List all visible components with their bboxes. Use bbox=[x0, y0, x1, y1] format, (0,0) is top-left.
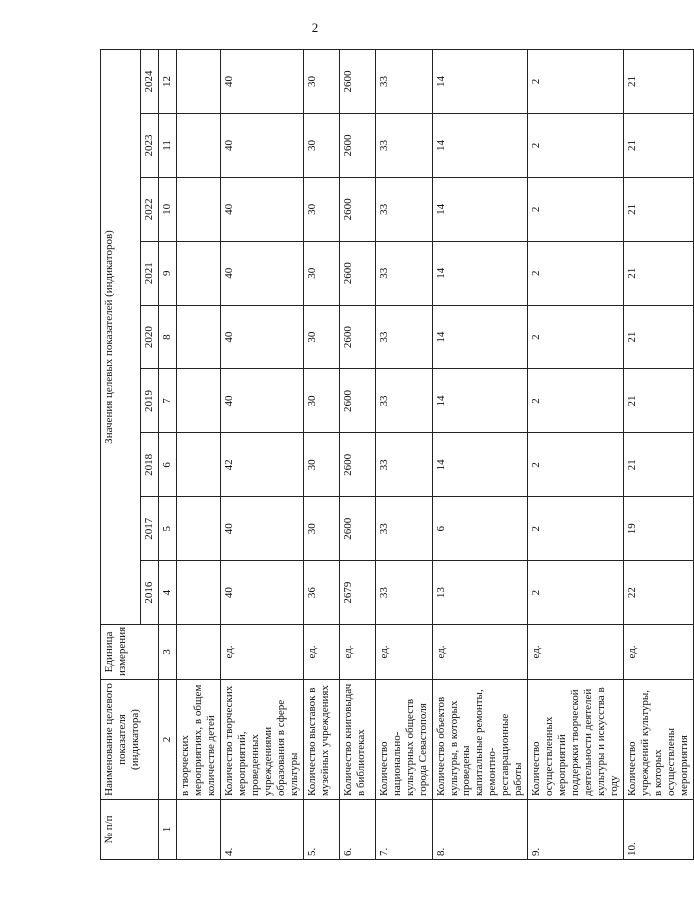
column-number: 9 bbox=[158, 241, 176, 305]
row-value: 40 bbox=[220, 561, 303, 625]
row-value: 33 bbox=[375, 50, 432, 114]
row-value: 21 bbox=[624, 50, 694, 114]
row-value: 21 bbox=[624, 177, 694, 241]
table-row bbox=[220, 50, 303, 860]
row-unit: ед. bbox=[432, 625, 528, 680]
row-value: 30 bbox=[303, 433, 339, 497]
row-value: 40 bbox=[220, 114, 303, 178]
header-year: 2020 bbox=[141, 305, 159, 369]
row-name: Количество осуществленных мероприятий поддержки творческой деятельности деятелей культуры и искусства в году bbox=[528, 680, 624, 800]
indicator-table-rotated bbox=[100, 60, 690, 860]
row-value: 30 bbox=[303, 114, 339, 178]
row-value bbox=[176, 497, 220, 561]
row-unit bbox=[176, 625, 220, 680]
row-value bbox=[176, 241, 220, 305]
column-number: 6 bbox=[158, 433, 176, 497]
row-name: Количество творческих мероприятий, проведенных учреждениями образования в сфере культуры bbox=[220, 680, 303, 800]
row-value: 33 bbox=[375, 177, 432, 241]
row-unit: ед. bbox=[220, 625, 303, 680]
column-number: 12 bbox=[158, 50, 176, 114]
row-value: 2 bbox=[528, 177, 624, 241]
header-values: Значения целевых показателей (индикаторов) bbox=[101, 50, 141, 625]
row-number: 7. bbox=[375, 800, 432, 860]
row-value: 21 bbox=[624, 241, 694, 305]
header-year: 2022 bbox=[141, 177, 159, 241]
row-value: 30 bbox=[303, 241, 339, 305]
row-value: 13 bbox=[432, 561, 528, 625]
column-number: 4 bbox=[158, 561, 176, 625]
row-unit: ед. bbox=[624, 625, 694, 680]
row-value: 22 bbox=[624, 561, 694, 625]
row-number: 4. bbox=[220, 800, 303, 860]
row-value: 2600 bbox=[339, 241, 375, 305]
header-year: 2023 bbox=[141, 114, 159, 178]
row-unit: ед. bbox=[375, 625, 432, 680]
row-value: 2600 bbox=[339, 369, 375, 433]
header-year: 2018 bbox=[141, 433, 159, 497]
row-value: 40 bbox=[220, 50, 303, 114]
row-value: 2600 bbox=[339, 114, 375, 178]
row-value: 40 bbox=[220, 177, 303, 241]
row-value: 14 bbox=[432, 433, 528, 497]
row-value: 33 bbox=[375, 433, 432, 497]
indicator-table bbox=[100, 49, 694, 860]
header-year: 2019 bbox=[141, 369, 159, 433]
row-name: Количество национально-культурных обществ города Севастополя bbox=[375, 680, 432, 800]
header-unit: Единица измерения bbox=[101, 625, 159, 680]
row-number: 5. bbox=[303, 800, 339, 860]
column-number: 7 bbox=[158, 369, 176, 433]
table-row bbox=[375, 50, 432, 860]
row-value: 2679 bbox=[339, 561, 375, 625]
row-value: 2 bbox=[528, 50, 624, 114]
row-value: 14 bbox=[432, 177, 528, 241]
header-year: 2024 bbox=[141, 50, 159, 114]
column-number: 2 bbox=[158, 680, 176, 800]
row-value: 2600 bbox=[339, 497, 375, 561]
row-value bbox=[176, 305, 220, 369]
row-value: 30 bbox=[303, 369, 339, 433]
row-value: 30 bbox=[303, 305, 339, 369]
header-name: Наименование целевого показателя (индикатора) bbox=[101, 680, 159, 800]
row-value: 2 bbox=[528, 433, 624, 497]
row-value: 14 bbox=[432, 369, 528, 433]
column-number: 5 bbox=[158, 497, 176, 561]
row-value: 21 bbox=[624, 305, 694, 369]
table-body bbox=[176, 50, 693, 860]
row-value: 14 bbox=[432, 241, 528, 305]
page-number: 2 bbox=[311, 20, 319, 35]
row-value: 33 bbox=[375, 369, 432, 433]
row-value: 2600 bbox=[339, 50, 375, 114]
row-number: 9. bbox=[528, 800, 624, 860]
table-row bbox=[176, 50, 220, 860]
row-value: 36 bbox=[303, 561, 339, 625]
row-name: Количество выставок в музейных учреждениях bbox=[303, 680, 339, 800]
row-name: в творческих мероприятиях, в общем количестве детей bbox=[176, 680, 220, 800]
table-row bbox=[432, 50, 528, 860]
row-value: 2 bbox=[528, 369, 624, 433]
row-name: Количество книговыдач в библиотеках bbox=[339, 680, 375, 800]
row-value: 14 bbox=[432, 114, 528, 178]
row-unit: ед. bbox=[303, 625, 339, 680]
row-value bbox=[176, 369, 220, 433]
header-year: 2016 bbox=[141, 561, 159, 625]
row-value: 2600 bbox=[339, 433, 375, 497]
header-year: 2021 bbox=[141, 241, 159, 305]
table-row bbox=[528, 50, 624, 860]
row-value: 40 bbox=[220, 305, 303, 369]
row-value: 2 bbox=[528, 561, 624, 625]
row-value: 33 bbox=[375, 305, 432, 369]
column-number: 3 bbox=[158, 625, 176, 680]
row-value: 30 bbox=[303, 50, 339, 114]
row-value: 21 bbox=[624, 369, 694, 433]
header-num: № п/п bbox=[101, 800, 159, 860]
row-value: 2600 bbox=[339, 177, 375, 241]
column-number: 10 bbox=[158, 177, 176, 241]
row-value: 33 bbox=[375, 561, 432, 625]
row-value: 2 bbox=[528, 497, 624, 561]
row-value bbox=[176, 114, 220, 178]
row-unit: ед. bbox=[339, 625, 375, 680]
row-value: 30 bbox=[303, 497, 339, 561]
row-value: 2 bbox=[528, 241, 624, 305]
row-value: 14 bbox=[432, 305, 528, 369]
row-value: 33 bbox=[375, 241, 432, 305]
row-value: 2 bbox=[528, 114, 624, 178]
row-value: 40 bbox=[220, 497, 303, 561]
row-number bbox=[176, 800, 220, 860]
table-row bbox=[624, 50, 694, 860]
row-value: 30 bbox=[303, 177, 339, 241]
row-value bbox=[176, 177, 220, 241]
header-year: 2017 bbox=[141, 497, 159, 561]
table-row bbox=[303, 50, 339, 860]
row-unit: ед. bbox=[528, 625, 624, 680]
row-value: 21 bbox=[624, 433, 694, 497]
row-value: 2600 bbox=[339, 305, 375, 369]
row-number: 6. bbox=[339, 800, 375, 860]
row-value bbox=[176, 561, 220, 625]
row-value bbox=[176, 50, 220, 114]
row-value: 19 bbox=[624, 497, 694, 561]
column-number: 1 bbox=[158, 800, 176, 860]
row-name: Количество объектов культуры, в которых проведены капитальные ремонты, ремонтно-реставрационные работы bbox=[432, 680, 528, 800]
row-value: 40 bbox=[220, 241, 303, 305]
row-value: 6 bbox=[432, 497, 528, 561]
row-value: 33 bbox=[375, 497, 432, 561]
row-value: 2 bbox=[528, 305, 624, 369]
row-name: Количество учреждений культуры, в которых осуществлены мероприятия bbox=[624, 680, 694, 800]
row-number: 10. bbox=[624, 800, 694, 860]
column-number: 8 bbox=[158, 305, 176, 369]
row-number: 8. bbox=[432, 800, 528, 860]
row-value: 33 bbox=[375, 114, 432, 178]
row-value: 40 bbox=[220, 369, 303, 433]
row-value: 42 bbox=[220, 433, 303, 497]
row-value bbox=[176, 433, 220, 497]
column-number: 11 bbox=[158, 114, 176, 178]
row-value: 21 bbox=[624, 114, 694, 178]
table-row bbox=[339, 50, 375, 860]
row-value: 14 bbox=[432, 50, 528, 114]
